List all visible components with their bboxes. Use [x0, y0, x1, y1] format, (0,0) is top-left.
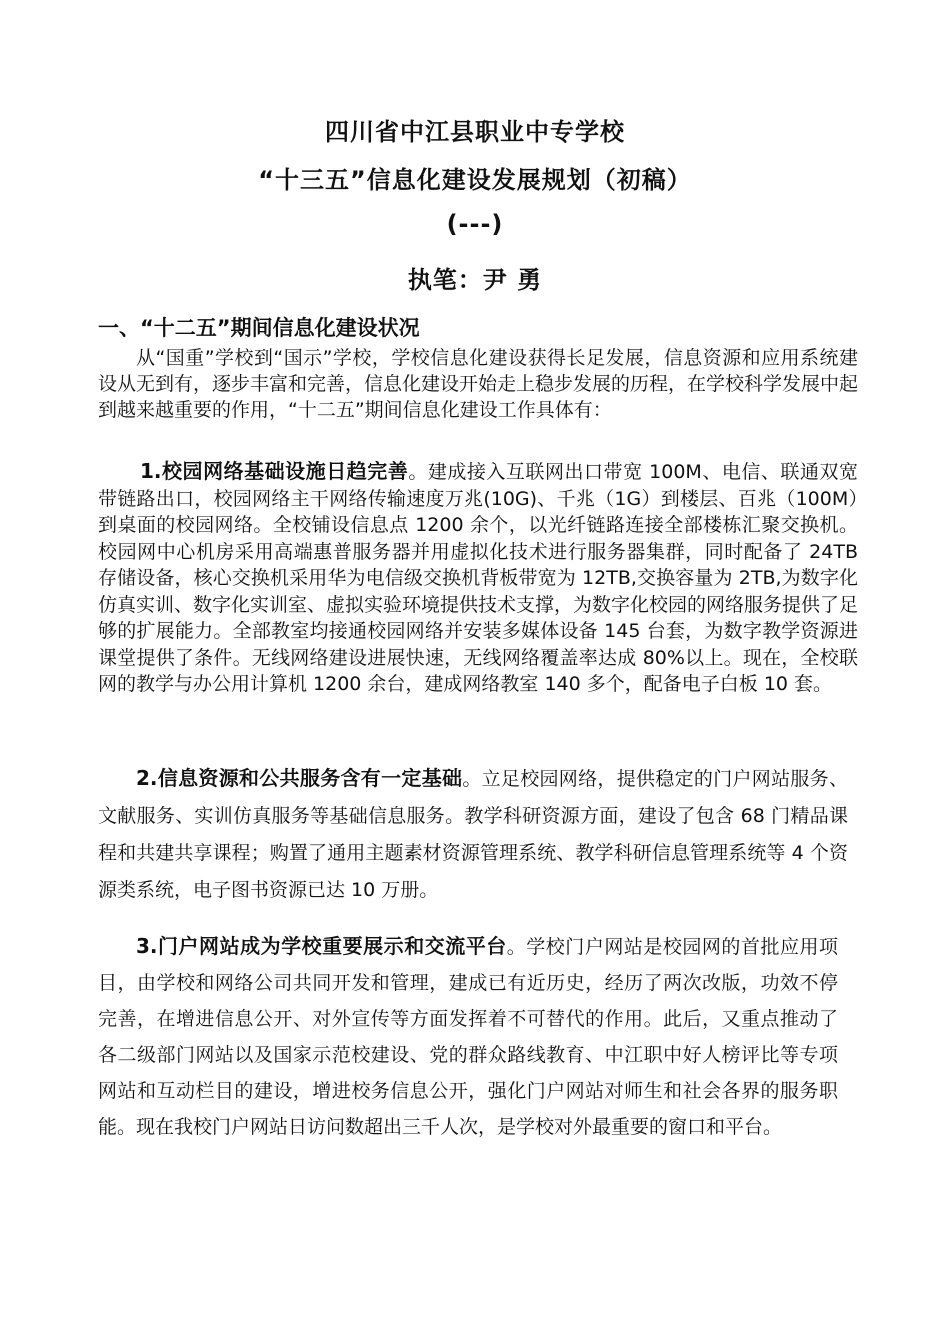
item-paragraph-2 [98, 760, 848, 909]
item-2-title: 2.信息资源和公共服务含有一定基础 [136, 766, 463, 790]
item-paragraph-1 [98, 458, 858, 698]
item-1-body: 。建成接入互联网出口带宽 100M、电信、联通双宽带链路出口，校园网络主干网络传输速度万兆(10G)、千兆（1G）到楼层、百兆（100M）到桌面的校园网络。全校铺设信息点 1200 余个，以光纤链路连接全部楼栋汇聚交换机。校园网中心机房采用高端惠普服务器并用虚拟化技术进行服务器集群，同时配备了 24TB 存储设备，核心交换机采用华为电信级交换机背板带宽为 12TB,交换容量为 2TB,为数字化仿真实训、数字化实训室、虚拟实验环境提供技术支撑，为数字化校园的网络服务提供了足够的扩展能力。全部教室均接通校园网络并安装多媒体设备 145 台套，为数字教学资源进课堂提供了条件。无线网络建设进展快速，无线网络覆盖率达成 80%以上。现在，全校联网的教学与办公用计算机 1200 余台，建成网络教室 140 多个，配备电子白板 10 套。 [98, 461, 859, 695]
part-number: (---) [446, 210, 504, 238]
item-1-title: 1.校园网络基础设施日趋完善 [140, 459, 409, 483]
item-3-body: 。学校门户网站是校园网的首批应用项目，由学校和网络公司共同开发和管理，建成已有近历史，经历了两次改版，功效不停完善，在增进信息公开、对外宣传等方面发挥着不可替代的作用。此后，又重点推动了各二级部门网站以及国家示范校建设、党的群众路线教育、中江职中好人榜评比等专项网站和互动栏目的建设，增进校务信息公开，强化门户网站对师生和社会各界的服务职能。现在我校门户网站日访问数超出三千人次，是学校对外最重要的窗口和平台。 [98, 936, 838, 1138]
item-2-body: 。立足校园网络，提供稳定的门户网站服务、文献服务、实训仿真服务等基础信息服务。教学科研资源方面，建设了包含 68 门精品课程和共建共享课程；购置了通用主题素材资源管理系统、教学科研信息管理系统等 4 个资源类系统，电子图书资源已达 10 万册。 [98, 768, 848, 901]
author-line: 执笔：尹 勇 [407, 266, 543, 294]
intro-paragraph [98, 345, 858, 423]
section-heading: 一、“十二五”期间信息化建设状况 [98, 316, 420, 340]
item-3-title: 3.门户网站成为学校重要展示和交流平台 [136, 934, 507, 958]
intro-text: 从“国重”学校到“国示”学校，学校信息化建设获得长足发展，信息资源和应用系统建设从无到有，逐步丰富和完善，信息化建设开始走上稳步发展的历程，在学校科学发展中起到越来越重要的作用，“十二五”期间信息化建设工作具体有： [98, 347, 859, 421]
plan-title: “十三五”信息化建设发展规划（初稿） [258, 166, 692, 194]
school-name-title: 四川省中江县职业中专学校 [325, 118, 625, 146]
item-paragraph-3 [98, 928, 838, 1145]
